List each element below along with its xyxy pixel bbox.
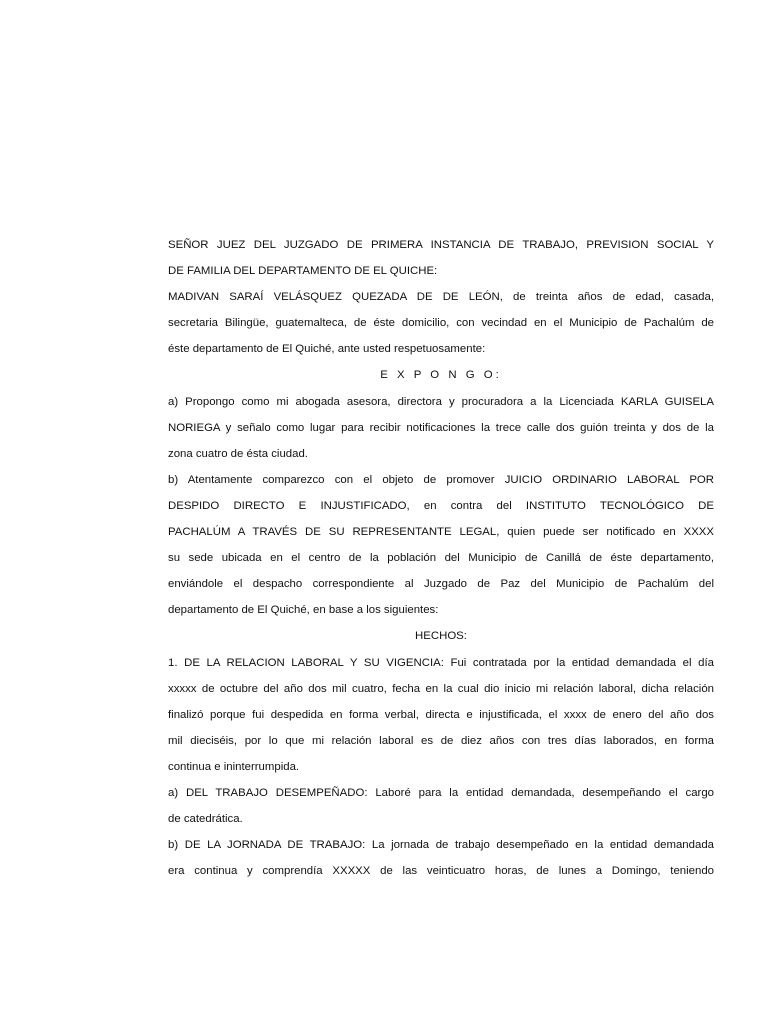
document-line: a) Propongo como mi abogada asesora, directora y procuradora a la Licenciada KARLA GUISELA: [168, 395, 714, 408]
document-line: 1. DE LA RELACION LABORAL Y SU VIGENCIA: Fui contratada por la entidad demandada el día: [168, 656, 714, 669]
document-line: a) DEL TRABAJO DESEMPEÑADO: Laboré para la entidad demandada, desempeñando el cargo: [168, 786, 714, 799]
document-line: éste departamento de El Quiché, ante usted respetuosamente:: [168, 343, 486, 356]
document-line: b) DE LA JORNADA DE TRABAJO: La jornada de trabajo desempeñado en la entidad demandada: [168, 839, 714, 852]
document-line: xxxxx de octubre del año dos mil cuatro, fecha en la cual dio inicio mi relación laboral, dicha relación: [168, 682, 714, 695]
document-line: b) Atentamente comparezco con el objeto de promover JUICIO ORDINARIO LABORAL POR: [168, 473, 714, 486]
document-body: [168, 232, 714, 884]
document-line: E X P O N G O:: [380, 369, 502, 382]
document-line: PACHALÚM A TRAVÉS DE SU REPRESENTANTE LEGAL, quien puede ser notificado en XXXX: [168, 526, 714, 539]
document-line: MADIVAN SARAÍ VELÁSQUEZ QUEZADA DE DE LEÓN, de treinta años de edad, casada,: [168, 291, 714, 304]
document-line: continua e ininterrumpida.: [168, 760, 300, 773]
document-line: zona cuatro de ésta ciudad.: [168, 447, 308, 460]
document-line: NORIEGA y señalo como lugar para recibir notificaciones la trece calle dos guión treinta y dos de la: [168, 421, 714, 434]
document-line: secretaria Bilingüe, guatemalteca, de éste domicilio, con vecindad en el Municipio de Pachalúm de: [168, 317, 714, 330]
document-line: su sede ubicada en el centro de la población del Municipio de Canillá de éste departamento,: [168, 552, 714, 565]
document-line: de catedrática.: [168, 813, 243, 826]
document-line: departamento de El Quiché, en base a los siguientes:: [168, 604, 439, 617]
document-line: SEÑOR JUEZ DEL JUZGADO DE PRIMERA INSTANCIA DE TRABAJO, PREVISION SOCIAL Y: [168, 239, 714, 251]
document-line: mil dieciséis, por lo que mi relación laboral es de diez años con tres días laborados, en forma: [168, 734, 714, 747]
document-line: enviándole el despacho correspondiente al Juzgado de Paz del Municipio de Pachalúm del: [168, 578, 714, 591]
document-line: era continua y comprendía XXXXX de las veinticuatro horas, de lunes a Domingo, teniendo: [168, 865, 714, 878]
document-line: DE FAMILIA DEL DEPARTAMENTO DE EL QUICHE:: [168, 265, 438, 278]
document-line: finalizó porque fui despedida en forma verbal, directa e injustificada, el xxxx de enero del año dos: [168, 708, 714, 721]
document-line: HECHOS:: [415, 630, 467, 643]
document-line: DESPIDO DIRECTO E INJUSTIFICADO, en contra del INSTITUTO TECNOLÓGICO DE: [168, 499, 714, 512]
